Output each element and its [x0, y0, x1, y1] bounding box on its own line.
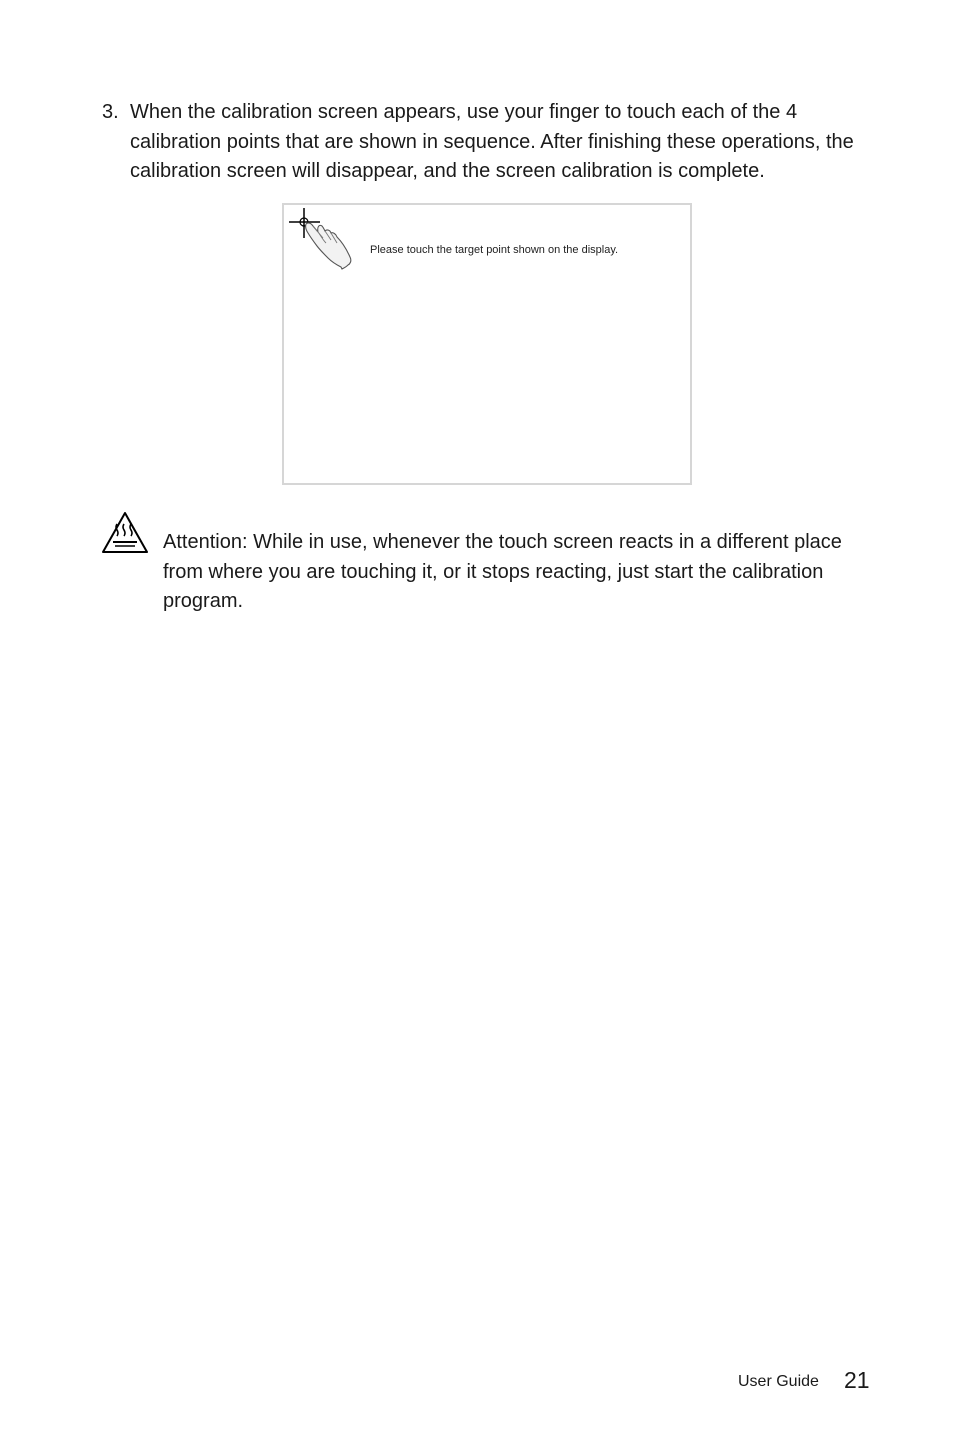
attention-text: While in use, whenever the touch screen reacts in a different place from where you are touching it, or it stops reacting, just start the calibration program. — [163, 531, 842, 612]
footer-label: User Guide — [738, 1373, 819, 1390]
hot-surface-warning-icon — [101, 511, 149, 555]
calibration-screen-illustration — [282, 203, 692, 485]
attention-note — [163, 528, 863, 617]
step-number: 3. — [102, 101, 119, 123]
page-number: 21 — [844, 1367, 870, 1393]
attention-label: Attention: — [163, 531, 248, 553]
step-3 — [102, 98, 862, 187]
step-text: When the calibration screen appears, use your finger to touch each of the 4 calibration points that are shown in sequence. After finishing these operations, the calibration screen will disappear, and the screen calibration is complete. — [130, 101, 854, 182]
calibration-instruction: Please touch the target point shown on the display. — [370, 244, 619, 256]
